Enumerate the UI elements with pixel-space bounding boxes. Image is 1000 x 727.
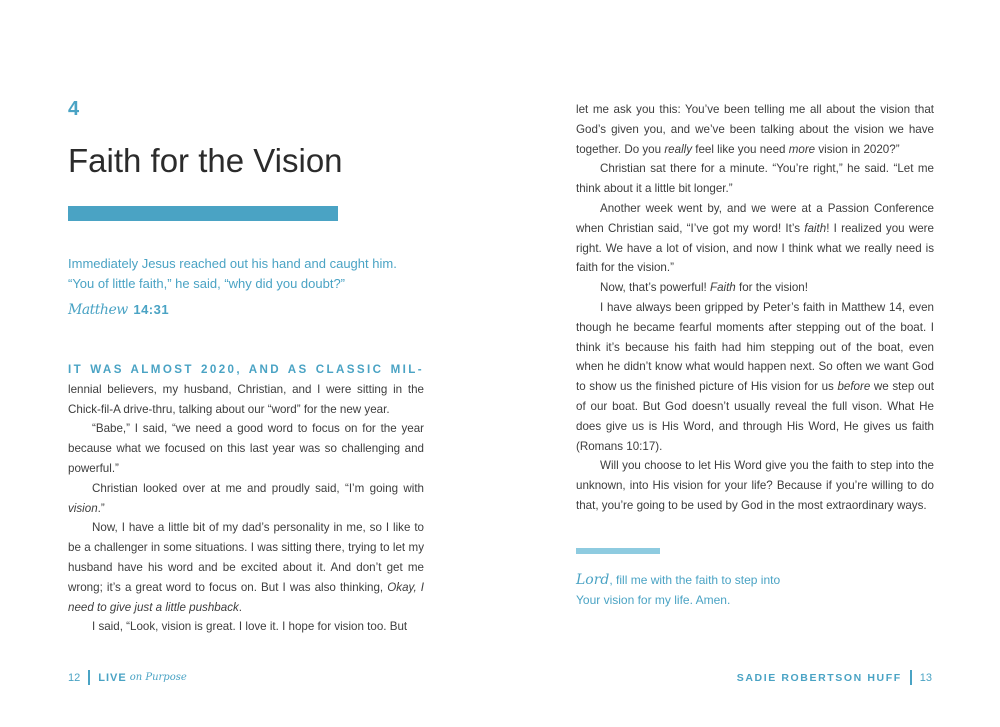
paragraph: “Babe,” I said, “we need a good word to focus on for the year because what we focused on this last year was so challenging and powerful.” xyxy=(68,422,424,475)
prayer-accent-bar xyxy=(576,548,660,554)
epigraph xyxy=(68,254,448,294)
paragraph: Now, that’s powerful! Faith for the vision! xyxy=(600,281,808,295)
page-number-right: 13 xyxy=(919,671,932,684)
left-body-text xyxy=(68,360,424,637)
footer-divider xyxy=(88,670,90,685)
book-brand-live: LIVE xyxy=(98,671,127,684)
footer-divider xyxy=(910,670,912,685)
paragraph: Christian looked over at me and proudly said, “I’m going with vision.” xyxy=(68,481,424,515)
epigraph-line-2: “You of little faith,” he said, “why did you doubt?” xyxy=(68,276,346,291)
citation-reference: 14:31 xyxy=(133,302,170,317)
citation-book: Matthew xyxy=(68,302,128,318)
page-number-left: 12 xyxy=(68,671,81,684)
paragraph: I have always been gripped by Peter’s faith in Matthew 14, even though he became fearful moments after stepping out of the boat. I think it’s because his faith had him stepping out of the boat, even when he didn’t know what would happen next. So often we want God to show us the finished picture of His vision for us before we step out of our boat. But God doesn’t usually reveal the full vison. What He does give us is His Word, and through His Word, He gives us faith (Romans 10:17). xyxy=(576,300,935,453)
lead-in-caps: IT WAS ALMOST 2020, AND AS CLASSIC MIL- xyxy=(68,363,424,376)
left-footer xyxy=(68,670,187,685)
author-name: SADIE ROBERTSON HUFF xyxy=(736,671,902,684)
prayer xyxy=(576,570,936,610)
right-footer xyxy=(737,670,932,685)
paragraph: IT WAS ALMOST 2020, AND AS CLASSIC MIL-lennial believers, my husband, Christian, and I were sitting in the Chick-fil-A drive-thru, talking about our “word” for the new year. xyxy=(68,363,424,416)
paragraph: I said, “Look, vision is great. I love it. I hope for vision too. But xyxy=(92,620,408,634)
chapter-number: 4 xyxy=(68,98,80,120)
book-brand-script: on Purpose xyxy=(129,672,187,683)
prayer-lord-script: Lord xyxy=(576,572,610,588)
right-page xyxy=(500,0,1000,727)
prayer-line-1: Lord, fill me with the faith to step into xyxy=(576,572,781,588)
paragraph: Now, I have a little bit of my dad’s personality in me, so I like to be a challenger in some situations. I was sitting there, trying to let my husband have his word and be excited about it. And don’t get me wrong; it’s a great word to focus on. But I was also thinking, Okay, I need to give just a little pushback. xyxy=(68,521,424,614)
paragraph: Christian sat there for a minute. “You’re right,” he said. “Let me think about it a little bit longer.” xyxy=(576,162,934,196)
prayer-line-2: Your vision for my life. Amen. xyxy=(576,593,731,607)
paragraph: Another week went by, and we were at a Passion Conference when Christian said, “I’ve got my word! It’s faith! I realized you were right. We have a lot of vision, and now I think what we really need is faith for the vision.” xyxy=(576,201,934,275)
paragraph: let me ask you this: You’ve been telling me all about the vision that God’s given you, and we’ve been talking about the vision we have together. Do you really feel like you need more vision in 2020?” xyxy=(576,103,934,156)
title-accent-bar xyxy=(68,206,338,221)
epigraph-line-1: Immediately Jesus reached out his hand and caught him. xyxy=(68,256,397,271)
chapter-title: Faith for the Vision xyxy=(68,142,343,179)
paragraph: Will you choose to let His Word give you the faith to step into the unknown, into His vision for your life? Because if you’re willing to do that, you’re going to be used by God in the most extraordinary ways. xyxy=(576,459,934,512)
right-body-text xyxy=(576,100,934,516)
scripture-citation xyxy=(68,302,169,318)
